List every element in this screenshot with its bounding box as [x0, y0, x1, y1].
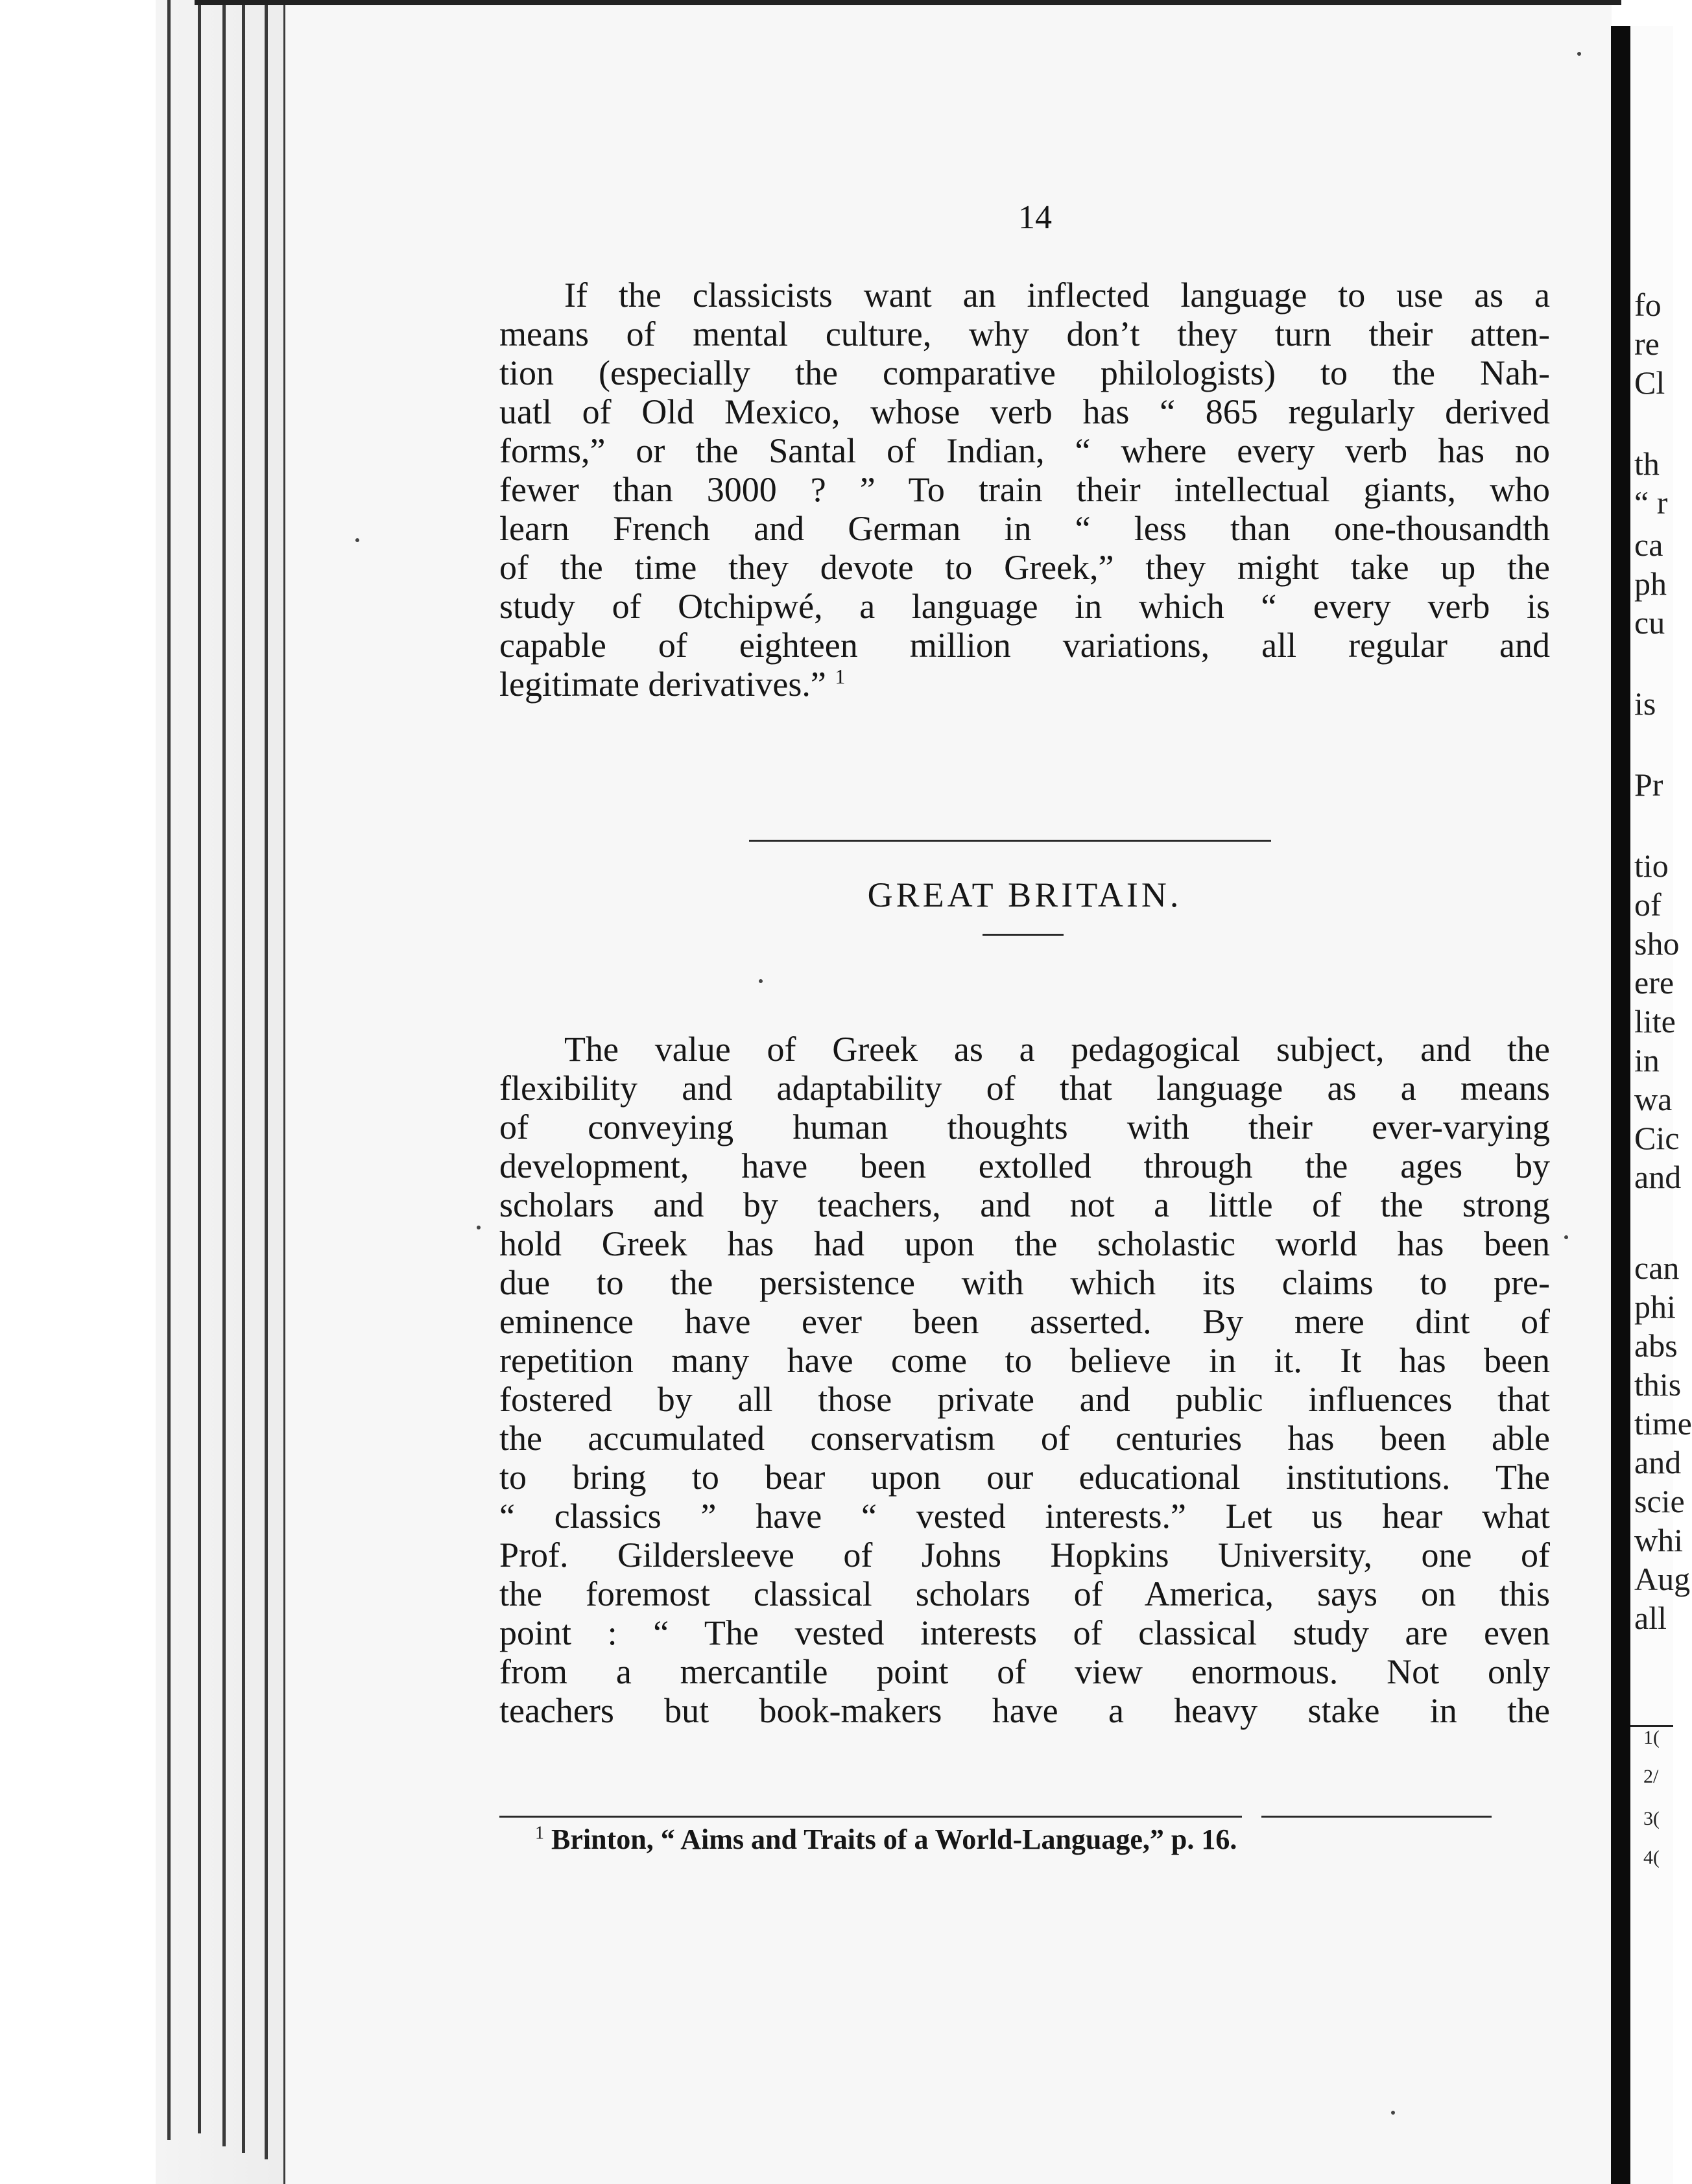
heading-underline-rule — [983, 934, 1064, 936]
footnote-rule — [499, 1816, 1242, 1818]
page-top-edge — [195, 0, 1621, 5]
page-edge-line — [198, 0, 201, 2133]
section-divider-rule — [749, 840, 1271, 842]
facing-page-fragment: in — [1634, 1042, 1660, 1078]
text-line: learn French and German in “ less than one-thousandth — [499, 509, 1550, 548]
text-line: teachers but book-makers have a heavy stake in the — [499, 1691, 1550, 1730]
scan-speck — [1564, 1235, 1568, 1239]
facing-page-fragment: Pr — [1634, 766, 1663, 803]
page-edge-line — [167, 0, 171, 2140]
section-heading: GREAT BRITAIN. — [867, 875, 1182, 914]
text-line: tion (especially the comparative philologists) to the Nah- — [499, 353, 1550, 392]
facing-page-fragment: th — [1634, 445, 1660, 482]
facing-page-fragment: and — [1634, 1159, 1682, 1195]
book-gutter — [1611, 26, 1630, 2184]
facing-page-footnote-fragment: 4( — [1643, 1847, 1660, 1868]
facing-page-fragment: and — [1634, 1444, 1682, 1480]
text-line: means of mental culture, why don’t they turn their atten- — [499, 315, 1550, 353]
scan-speck — [1391, 2111, 1395, 2115]
paragraph-classicists — [499, 276, 1550, 704]
text-line: scholars and by teachers, and not a little of the strong — [499, 1185, 1550, 1224]
text-line: uatl of Old Mexico, whose verb has “ 865 regularly derived — [499, 392, 1550, 431]
scan-speck — [759, 979, 763, 983]
facing-page-fragment: all — [1634, 1600, 1667, 1636]
text-line: development, have been extolled through the ages by — [499, 1146, 1550, 1185]
facing-page-fragment: lite — [1634, 1003, 1676, 1039]
facing-page-fragment: cu — [1634, 604, 1665, 641]
facing-page-footnote-fragment: 3( — [1643, 1808, 1660, 1829]
paragraph-great-britain — [499, 1030, 1550, 1730]
facing-page-fragment: sho — [1634, 925, 1680, 962]
facing-page-fragment: of — [1634, 886, 1662, 923]
scan-speck — [1577, 52, 1581, 56]
text-line: hold Greek has had upon the scholastic world has been — [499, 1224, 1550, 1263]
text-line: of the time they devote to Greek,” they might take up the — [499, 548, 1550, 587]
facing-page-fragment: whi — [1634, 1522, 1683, 1558]
text-line: “ classics ” have “ vested interests.” Let us hear what — [499, 1497, 1550, 1536]
facing-page-footnote-fragment: 2/ — [1643, 1766, 1659, 1787]
facing-page-fragment: tio — [1634, 848, 1669, 884]
facing-page-footnote-fragment: 1( — [1643, 1727, 1660, 1748]
facing-page — [1630, 26, 1692, 2184]
text-line: legitimate derivatives.” — [499, 665, 826, 704]
text-line: eminence have ever been asserted. By mere dint of — [499, 1302, 1550, 1341]
text-line: flexibility and adaptability of that language as a means — [499, 1069, 1550, 1108]
facing-page-fragment: time — [1634, 1405, 1692, 1442]
facing-page-fragment: wa — [1634, 1081, 1673, 1117]
facing-page-fragment: fo — [1634, 287, 1662, 323]
text-line: the foremost classical scholars of America, says on this — [499, 1574, 1550, 1613]
footnote-rule — [1261, 1816, 1492, 1818]
facing-page-fragment: re — [1634, 326, 1660, 362]
facing-page-fragment: scie — [1634, 1483, 1685, 1519]
facing-page-fragment: abs — [1634, 1327, 1678, 1364]
text-line: fostered by all those private and public influences that — [499, 1380, 1550, 1419]
facing-page-fragment: ph — [1634, 565, 1667, 602]
text-line: The value of Greek as a pedagogical subject, and the — [564, 1030, 1550, 1069]
facing-page-fragment: ere — [1634, 964, 1674, 1001]
text-line: forms,” or the Santal of Indian, “ where every verb has no — [499, 431, 1550, 470]
text-line: repetition many have come to believe in it. It has been — [499, 1341, 1550, 1380]
footnote-marker: 1 — [535, 1823, 544, 1844]
text-line: due to the persistence with which its claims to pre- — [499, 1263, 1550, 1302]
facing-page-fragment: Cl — [1634, 364, 1665, 401]
text-line: point : “ The vested interests of classical study are even — [499, 1613, 1550, 1652]
text-line: Prof. Gildersleeve of Johns Hopkins University, one of — [499, 1536, 1550, 1574]
text-line: study of Otchipwé, a language in which “ every verb is — [499, 587, 1550, 626]
facing-page-fragment: ca — [1634, 527, 1663, 563]
facing-page-fragment: can — [1634, 1250, 1680, 1286]
text-line: fewer than 3000 ? ” To train their intellectual giants, who — [499, 470, 1550, 509]
scan-speck — [355, 538, 359, 542]
footnote-text: Brinton, “ Aims and Traits of a World-Language,” p. 16. — [551, 1823, 1237, 1855]
text-line-last — [499, 665, 1550, 704]
page-number: 14 — [1018, 199, 1052, 236]
facing-page-fragment: phi — [1634, 1288, 1676, 1325]
facing-page-fragment: Cic — [1634, 1120, 1680, 1156]
page-edge-line — [222, 0, 226, 2146]
text-line: If the classicists want an inflected language to use as a — [564, 276, 1550, 315]
facing-page-fragment: Aug — [1634, 1561, 1691, 1597]
footnote-marker: 1 — [835, 665, 846, 688]
text-line: to bring to bear upon our educational institutions. The — [499, 1458, 1550, 1497]
scan-speck — [477, 1226, 481, 1229]
page-edge-line — [265, 0, 268, 2159]
text-line: capable of eighteen million variations, all regular and — [499, 626, 1550, 665]
text-line: of conveying human thoughts with their ever-varying — [499, 1108, 1550, 1146]
text-line: the accumulated conservatism of centuries has been able — [499, 1419, 1550, 1458]
facing-page-fragment: this — [1634, 1366, 1682, 1403]
page-edge-line — [242, 0, 245, 2153]
facing-page-fragment: “ r — [1634, 484, 1668, 521]
text-line: from a mercantile point of view enormous. Not only — [499, 1652, 1550, 1691]
facing-page-fragment: is — [1634, 685, 1656, 722]
footnote — [535, 1825, 1237, 1854]
